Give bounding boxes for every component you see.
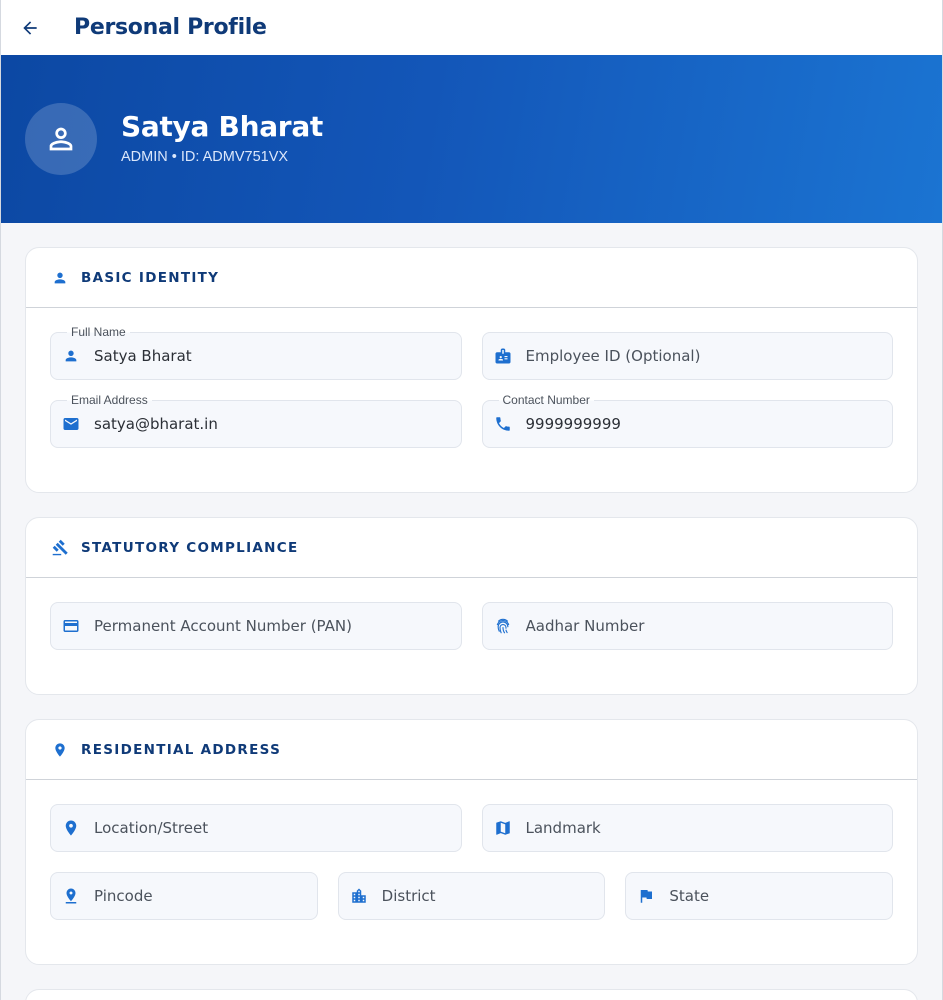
landmark-input[interactable]	[526, 805, 893, 851]
district-input[interactable]	[382, 873, 605, 919]
section-title: RESIDENTIAL ADDRESS	[81, 741, 282, 758]
pincode-input[interactable]	[94, 873, 317, 919]
flag-icon	[636, 886, 656, 906]
person-outline-icon	[44, 122, 78, 156]
employee-id-input[interactable]	[526, 333, 893, 379]
location-pin-icon	[61, 818, 81, 838]
phone-icon	[493, 414, 513, 434]
pincode-field	[50, 872, 318, 920]
street-input[interactable]	[94, 805, 461, 851]
mail-icon	[61, 414, 81, 434]
statutory-compliance-card	[25, 517, 918, 695]
residential-address-card	[25, 719, 918, 965]
basic-identity-header	[26, 248, 917, 308]
statutory-compliance-header	[26, 518, 917, 578]
map-icon	[493, 818, 513, 838]
state-input[interactable]	[669, 873, 892, 919]
district-field	[338, 872, 606, 920]
street-field	[50, 804, 462, 852]
pan-input[interactable]	[94, 603, 461, 649]
aadhar-input[interactable]	[526, 603, 893, 649]
full-name-label: Full Name	[67, 325, 130, 339]
next-section-card	[25, 989, 918, 1000]
email-label: Email Address	[67, 393, 152, 407]
section-title: STATUTORY COMPLIANCE	[81, 539, 299, 556]
user-name: Satya Bharat	[121, 109, 323, 143]
contact-number-field	[482, 393, 894, 448]
aadhar-field	[482, 602, 894, 650]
gavel-icon	[51, 539, 69, 557]
credit-card-icon	[61, 616, 81, 636]
user-role-id: ADMIN • ID: ADMV751VX	[121, 148, 289, 165]
email-field	[50, 393, 462, 448]
full-name-field	[50, 325, 462, 380]
app-bar	[1, 0, 942, 55]
residential-address-header	[26, 720, 917, 780]
section-title: BASIC IDENTITY	[81, 269, 220, 286]
state-field	[625, 872, 893, 920]
avatar	[25, 103, 97, 175]
fingerprint-icon	[493, 616, 513, 636]
pan-field	[50, 602, 462, 650]
landmark-field	[482, 804, 894, 852]
employee-id-field	[482, 332, 894, 380]
location-pin-icon	[51, 741, 69, 759]
person-icon	[51, 269, 69, 287]
basic-identity-card	[25, 247, 918, 493]
email-input[interactable]	[94, 401, 461, 447]
profile-header	[1, 55, 942, 223]
city-icon	[349, 886, 369, 906]
back-arrow-icon[interactable]	[19, 17, 41, 39]
contact-number-label: Contact Number	[499, 393, 594, 407]
person-icon	[61, 346, 81, 366]
pin-drop-icon	[61, 886, 81, 906]
full-name-input[interactable]	[94, 333, 461, 379]
page-title: Personal Profile	[74, 15, 267, 40]
contact-number-input[interactable]	[526, 401, 893, 447]
badge-icon	[493, 346, 513, 366]
